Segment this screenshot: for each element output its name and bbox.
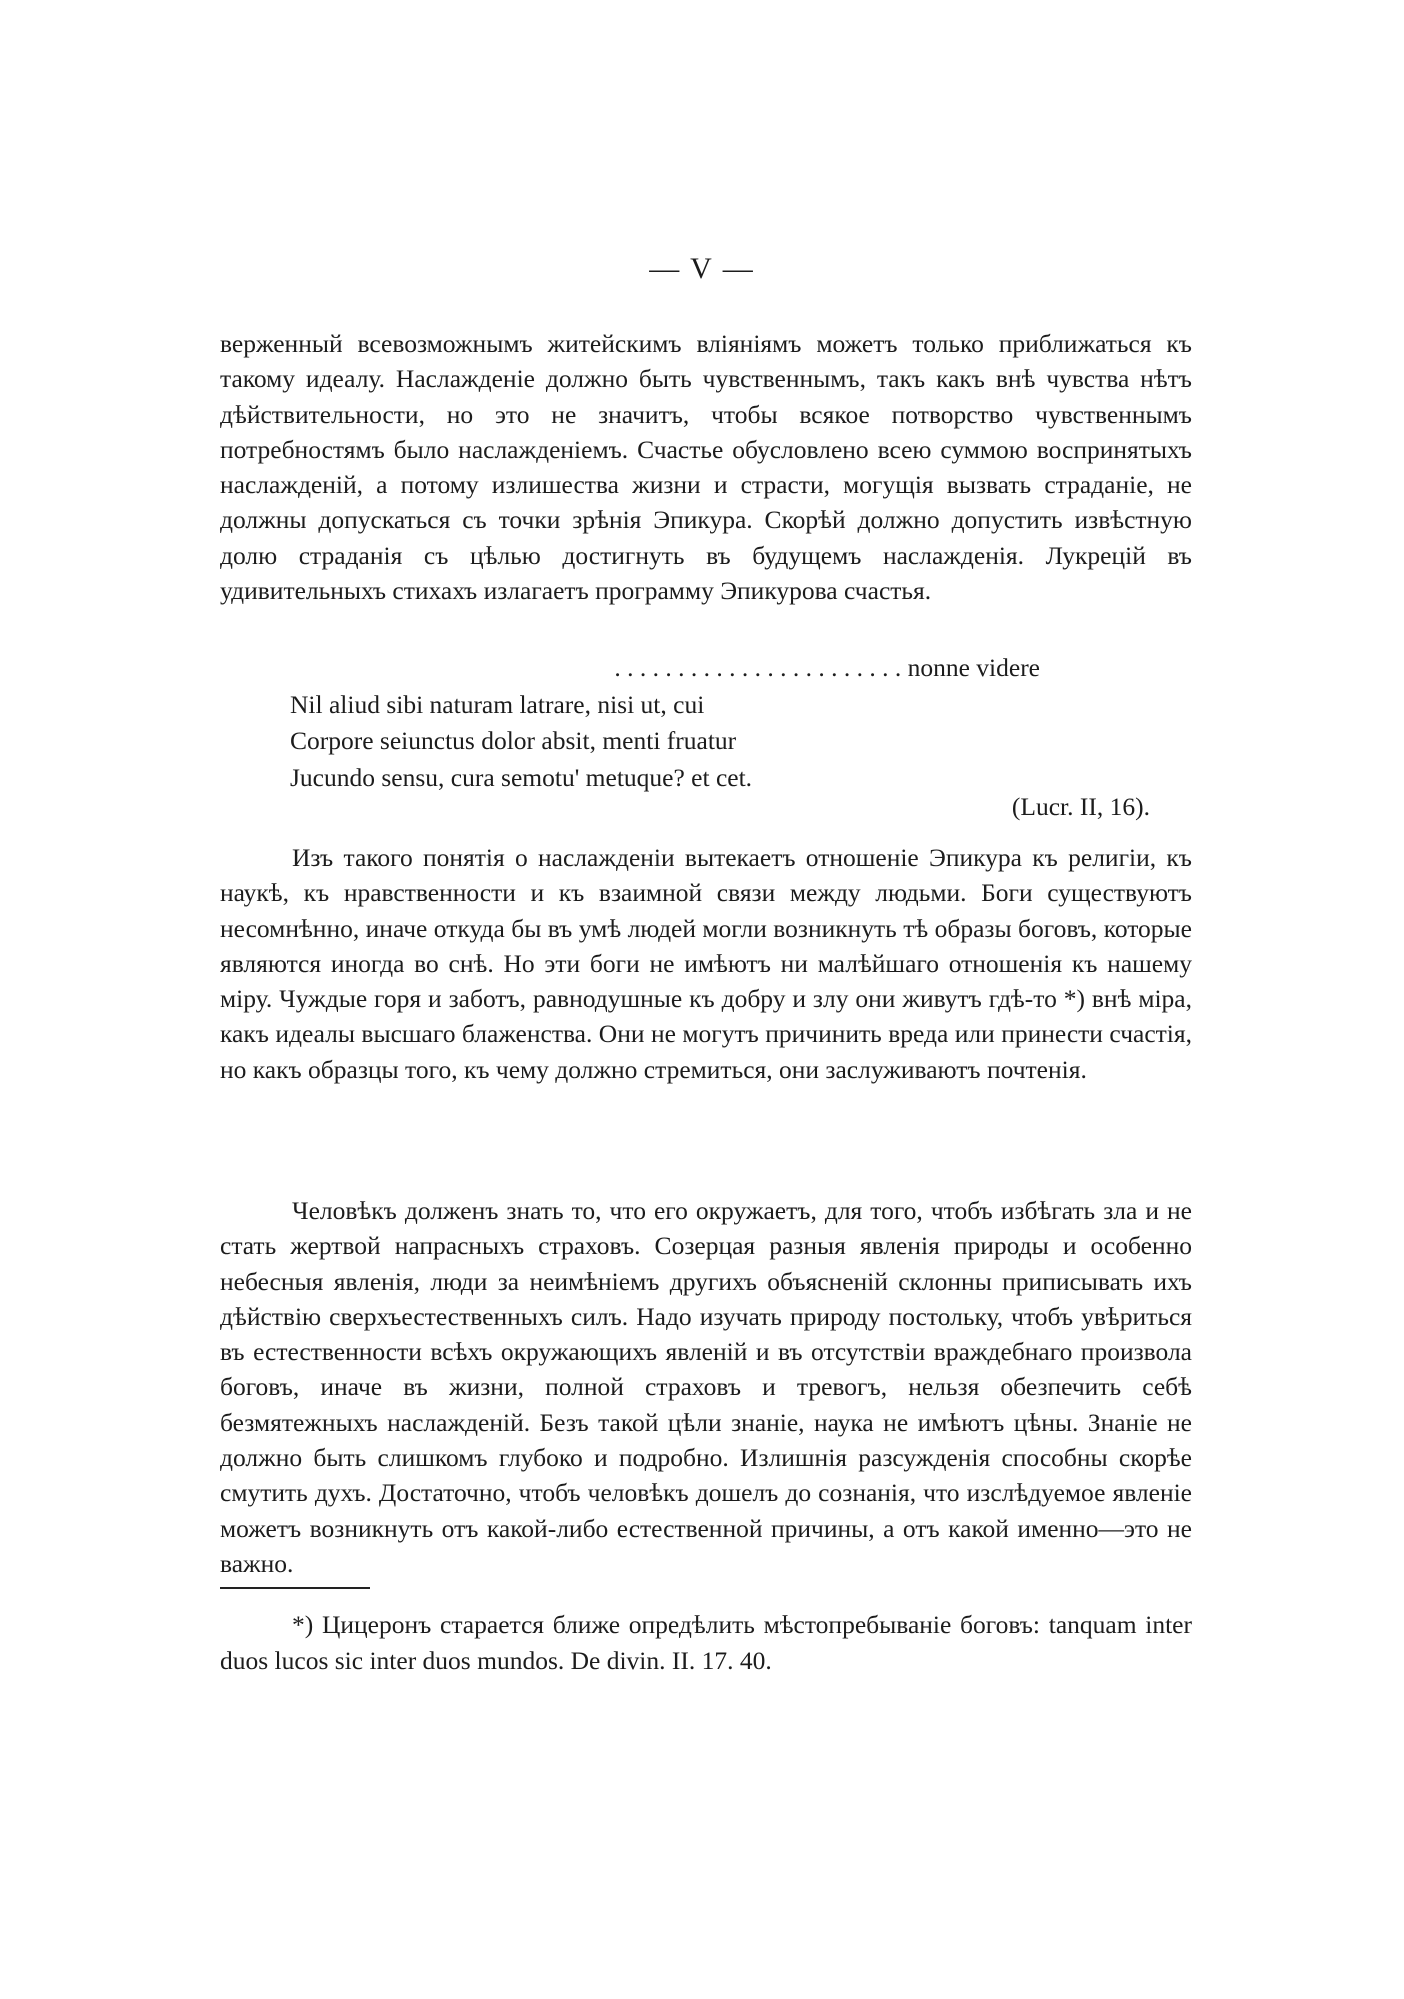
paragraph-religion-block [220,840,1192,1087]
verse-line-2: Nil aliud sibi naturam latrare, nisi ut, cui [290,689,705,719]
page-header: — V — [649,252,755,285]
verse-line-4: Jucundo sensu, cura semotu' metuque? et cet. [290,762,753,792]
paragraph-continuation-block [220,326,1192,608]
verse-citation: (Lucr. II, 16). [1011,792,1150,821]
paragraph-knowledge: Человѣкъ долженъ знать то, что его окружаетъ, для того, чтобъ избѣгать зла и не стать жертвой напрасныхъ страховъ. Созерцая разныя явленія природы и особенно небесныя явленія, люди за неимѣніемъ другихъ объясненій склонны приписывать ихъ дѣйствію сверхъестественныхъ силъ. Надо изучать природу постольку, чтобъ увѣриться въ естественности всѣхъ окружающихъ явленій и въ отсутствіи враждебнаго произвола боговъ, иначе въ жизни, полной страховъ и тревогъ, нельзя обезпечить себѣ безмятежныхъ наслажденій. Безъ такой цѣли знаніе, наука не имѣютъ цѣны. Знаніе не должно быть слишкомъ глубоко и подробно. Излишнія разсужденія способны скорѣе смутить духъ. Достаточно, чтобъ человѣкъ дошелъ до сознанія, что изслѣдуемое явленіе можетъ возникнуть отъ какой-либо естественной причины, а отъ какой именно—это не важно. [220,1196,1192,1578]
paragraph-knowledge-block [220,1193,1192,1581]
footnote-separator [220,1587,370,1589]
verse-quotation [290,650,1150,796]
paragraph-religion: Изъ такого понятія о наслажденіи вытекаетъ отношеніе Эпикура къ религіи, къ наукѣ, къ нравственности и къ взаимной связи между людьми. Боги существуютъ несомнѣнно, иначе откуда бы въ умѣ людей могли возникнуть тѣ образы боговъ, которые являются иногда во снѣ. Но эти боги не имѣютъ ни малѣйшаго отношенія къ нашему міру. Чуждые горя и заботъ, равнодушные къ добру и злу они живутъ гдѣ-то *) внѣ міра, какъ идеалы высшаго блаженства. Они не могутъ причинить вреда или принести счастія, но какъ образцы того, къ чему должно стремиться, они заслуживаютъ почтенія. [220,843,1192,1084]
paragraph-continuation: верженный всевозможнымъ житейскимъ вліяніямъ можетъ только приближаться къ такому идеалу. Наслажденіе должно быть чувственнымъ, такъ какъ внѣ чувства нѣтъ дѣйствительности, но это не значитъ, чтобы всякое потворство чувственнымъ потребностямъ было наслажденіемъ. Счастье обусловлено всею суммою воспринятыхъ наслажденій, а потому излишества жизни и страсти, могущія вызвать страданіе, не должны допускаться съ точки зрѣнія Эпикура. Скорѣй должно допустить извѣстную долю страданія съ цѣлью достигнуть въ будущемъ наслажденія. Лукрецій въ удивительныхъ стихахъ излагаетъ программу Эпикурова счастья. [220,329,1192,606]
footnote-text: *) Цицеронъ старается ближе опредѣлить мѣстопребываніе боговъ: tanquam inter duos lucos sic inter duos mundos. De divin. II. 17. 40. [220,1610,1192,1675]
verse-line-3: Corpore seiunctus dolor absit, menti fruatur [290,726,737,755]
verse-line-1: . . . . . . . . . . . . . . . . . . . . . . . nonne videre [614,653,1040,682]
footnote-block [220,1607,1192,1679]
